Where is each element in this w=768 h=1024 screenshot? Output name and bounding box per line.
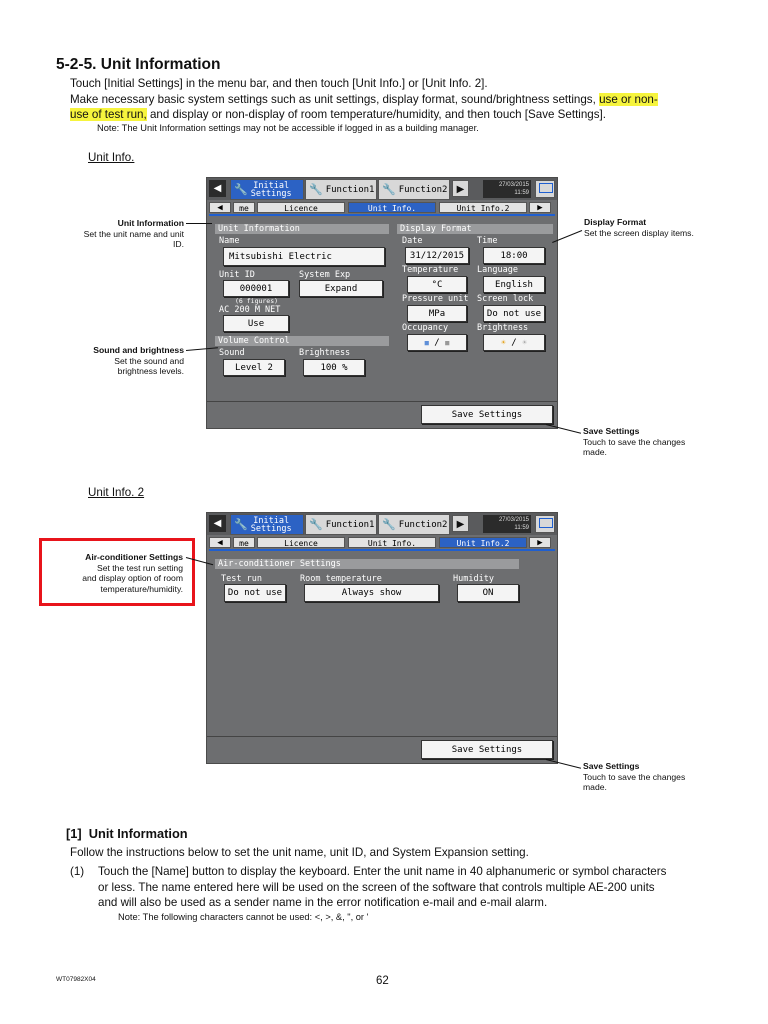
menu-bar: [207, 178, 557, 200]
room-temperature-button[interactable]: Always show: [304, 584, 439, 602]
callout-unit-information: Unit Information Set the unit name and unit ID.: [83, 218, 184, 249]
sub-heading: [1] Unit Information: [66, 826, 188, 841]
intro-note: Note: The Unit Information settings may not be accessible if logged in as a building manager.: [97, 123, 479, 133]
menu-initial-settings[interactable]: 🔧 Initial Settings: [230, 514, 304, 535]
sun-icon: ☀: [501, 338, 506, 347]
page-number: 62: [376, 975, 389, 987]
clock-display: 27/03/2015 11:59: [483, 515, 531, 533]
unit-info-2-screen: [206, 512, 558, 764]
test-run-label: Test run: [221, 574, 262, 584]
temperature-label: Temperature: [402, 265, 459, 275]
sub-intro: Follow the instructions below to set the unit name, unit ID, and System Expansion setting.: [70, 846, 529, 859]
screen-lock-label: Screen lock: [477, 294, 534, 304]
brightness-label: Brightness: [299, 348, 351, 358]
callout-line: [186, 223, 212, 224]
date-label: Date: [402, 236, 423, 246]
test-run-button[interactable]: Do not use: [224, 584, 286, 602]
doc-code: WT07982X04: [56, 976, 96, 983]
section-heading: 5-2-5. Unit Information: [56, 56, 221, 73]
bottom-bar: [207, 401, 557, 428]
brightness2-label: Brightness: [477, 323, 529, 333]
item-note: Note: The following characters cannot be used: <, >, &, ", or ': [118, 912, 369, 922]
tab-previous[interactable]: me: [233, 202, 255, 213]
name-label: Name: [219, 236, 240, 246]
tab-bar: [209, 537, 555, 551]
save-settings-button[interactable]: Save Settings: [421, 740, 553, 759]
menu-left-arrow-icon[interactable]: ◀: [209, 180, 226, 197]
tab-unit-info-2[interactable]: Unit Info.2: [439, 202, 527, 213]
wrench-icon: 🔧: [234, 183, 248, 196]
brightness2-button[interactable]: ☀ / ☀: [483, 334, 545, 351]
language-button[interactable]: English: [483, 276, 545, 293]
humidity-label: Humidity: [453, 574, 494, 584]
room-temperature-label: Room temperature: [300, 574, 382, 584]
unit-information-header: Unit Information: [215, 224, 389, 234]
unit-id-hint: (6 figures): [235, 297, 279, 305]
unit-id-label: Unit ID: [219, 270, 255, 280]
wrench-icon: 🔧: [382, 518, 396, 531]
system-exp-label: System Exp: [299, 270, 351, 280]
tab-unit-info[interactable]: Unit Info.: [348, 537, 436, 548]
caption-unit-info-2: Unit Info. 2: [88, 486, 145, 499]
monitor-icon[interactable]: [535, 515, 555, 533]
tab-next-arrow-icon[interactable]: ▶: [529, 202, 551, 213]
tab-bar: [209, 202, 555, 216]
menu-function1[interactable]: 🔧 Function1: [305, 514, 377, 535]
occupancy-icon: ■: [424, 338, 429, 347]
occupancy-off-icon: ■: [445, 338, 450, 347]
tab-prev-arrow-icon[interactable]: ◀: [209, 202, 231, 213]
menu-bar: [207, 513, 557, 535]
tab-licence[interactable]: Licence: [257, 537, 345, 548]
intro-line-1: Touch [Initial Settings] in the menu bar, and then touch [Unit Info.] or [Unit Info. 2].: [70, 77, 488, 90]
unit-id-button[interactable]: 000001: [223, 280, 289, 297]
sound-label: Sound: [219, 348, 245, 358]
pressure-unit-label: Pressure unit: [402, 294, 469, 304]
name-button[interactable]: Mitsubishi Electric: [223, 247, 385, 266]
menu-left-arrow-icon[interactable]: ◀: [209, 515, 226, 532]
time-format-button[interactable]: 18:00: [483, 247, 545, 264]
dim-sun-icon: ☀: [522, 338, 527, 347]
tab-next-arrow-icon[interactable]: ▶: [529, 537, 551, 548]
callout-display-format: Display Format Set the screen display items.: [584, 217, 694, 238]
ac-settings-header: Air-conditioner Settings: [215, 559, 519, 569]
tab-unit-info[interactable]: Unit Info.: [348, 202, 436, 213]
tab-previous[interactable]: me: [233, 537, 255, 548]
callout-save-settings-1: Save Settings Touch to save the changes made.: [583, 426, 686, 457]
callout-sound-brightness: Sound and brightness Set the sound and brightness levels.: [93, 345, 184, 376]
sound-button[interactable]: Level 2: [223, 359, 285, 376]
item-number: (1): [70, 865, 85, 878]
callout-ac-settings: Air-conditioner Settings Set the test run setting and display option of room temperature/humidity.: [82, 552, 183, 594]
wrench-icon: 🔧: [234, 518, 248, 531]
bottom-bar: [207, 736, 557, 763]
pressure-unit-button[interactable]: MPa: [407, 305, 467, 322]
unit-info-screen: [206, 177, 558, 429]
display-format-header: Display Format: [397, 224, 553, 234]
tab-prev-arrow-icon[interactable]: ◀: [209, 537, 231, 548]
brightness-button[interactable]: 100 %: [303, 359, 365, 376]
temperature-button[interactable]: °C: [407, 276, 467, 293]
occupancy-button[interactable]: ■ / ■: [407, 334, 467, 351]
ac-mnet-button[interactable]: Use: [223, 315, 289, 332]
menu-right-arrow-icon[interactable]: ▶: [452, 515, 469, 532]
language-label: Language: [477, 265, 518, 275]
date-format-button[interactable]: 31/12/2015: [405, 247, 469, 264]
monitor-icon[interactable]: [535, 180, 555, 198]
wrench-icon: 🔧: [309, 183, 323, 196]
wrench-icon: 🔧: [382, 183, 396, 196]
menu-function1[interactable]: 🔧 Function1: [305, 179, 377, 200]
save-settings-button[interactable]: Save Settings: [421, 405, 553, 424]
wrench-icon: 🔧: [309, 518, 323, 531]
system-exp-button[interactable]: Expand: [299, 280, 383, 297]
occupancy-label: Occupancy: [402, 323, 449, 333]
callout-save-settings-2: Save Settings Touch to save the changes made.: [583, 761, 686, 792]
ac-mnet-label: AC 200 M NET: [219, 305, 281, 315]
menu-function2[interactable]: 🔧 Function2: [378, 179, 450, 200]
tab-unit-info-2[interactable]: Unit Info.2: [439, 537, 527, 548]
tab-licence[interactable]: Licence: [257, 202, 345, 213]
screen-lock-button[interactable]: Do not use: [483, 305, 545, 322]
intro-line-2: Make necessary basic system settings such as unit settings, display format, sound/brightness settings, use or non-: [70, 93, 658, 106]
item-text: Touch the [Name] button to display the keyboard. Enter the unit name in 40 alphanumeric or symbol characters or less. The name entered here will be used on the screen of the software that controls multiple AE-200 units and will also be used as a sender name in the error notification e-mail and e-mail alarm.: [98, 865, 667, 909]
intro-line-3: use of test run, and display or non-display of room temperature/humidity, and then touch [Save Settings].: [70, 108, 606, 121]
humidity-button[interactable]: ON: [457, 584, 519, 602]
volume-control-header: Volume Control: [215, 336, 389, 346]
caption-unit-info: Unit Info.: [88, 151, 135, 164]
menu-function2[interactable]: 🔧 Function2: [378, 514, 450, 535]
menu-initial-settings[interactable]: 🔧 Initial Settings: [230, 179, 304, 200]
clock-display: 27/03/2015 11:59: [483, 180, 531, 198]
menu-right-arrow-icon[interactable]: ▶: [452, 180, 469, 197]
time-label: Time: [477, 236, 498, 246]
